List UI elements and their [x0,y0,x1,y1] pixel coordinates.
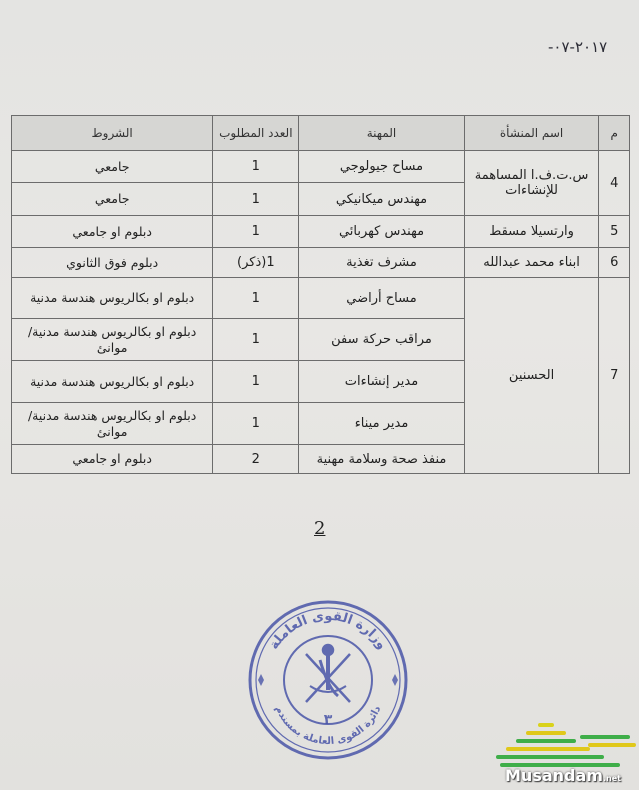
seal-center-number: ٣ [323,712,333,728]
cell-number: 6 [599,248,630,278]
cell-profession: مدير ميناء [299,403,464,445]
jobs-table [11,115,630,474]
cell-number: 5 [599,216,630,248]
cell-conditions: دبلوم او جامعي [12,445,213,474]
table-row [12,278,630,319]
cell-conditions: جامعي [12,151,213,183]
cell-establishment: س.ت.ف.ا المساهمة للإنشاءات [464,151,599,216]
site-watermark-text [505,766,621,785]
seal-star-left [258,674,264,686]
cell-profession: مساح جيولوجي [299,151,464,183]
cell-conditions: دبلوم او جامعي [12,216,213,248]
cell-establishment: ابناء محمد عبدالله [464,248,599,278]
cell-number: 4 [599,151,630,216]
cell-profession: منفذ صحة وسلامة مهنية [299,445,464,474]
header-count: العدد المطلوب [213,116,299,151]
cell-count: 2 [213,445,299,474]
ministry-seal [246,598,410,762]
cell-conditions: دبلوم فوق الثانوي [12,248,213,278]
cell-count: 1 [213,216,299,248]
header-conditions: الشروط [12,116,213,151]
cell-establishment: وارتسيلا مسقط [464,216,599,248]
khanjar-emblem-icon [306,645,350,702]
cell-profession: مشرف تغذية [299,248,464,278]
cell-profession: مراقب حركة سفن [299,319,464,361]
cell-count: 1(ذكر) [213,248,299,278]
cell-number: 7 [599,278,630,474]
cell-profession: مهندس كهربائي [299,216,464,248]
cell-count: 1 [213,278,299,319]
header-establishment: اسم المنشأة [464,116,599,151]
watermark-suffix: .net [602,774,621,783]
cell-count: 1 [213,319,299,361]
cell-conditions: دبلوم او بكالريوس هندسة مدنية [12,361,213,403]
cell-profession: مهندس ميكانيكي [299,183,464,216]
cell-establishment: الحسنين [464,278,599,474]
table-row [12,248,630,278]
cell-conditions: جامعي [12,183,213,216]
cell-profession: مدير إنشاءات [299,361,464,403]
seal-star-right [392,674,398,686]
table-header-row [12,116,630,151]
table-row [12,151,630,183]
cell-conditions: دبلوم او بكالريوس هندسة مدنية/موانئ [12,403,213,445]
cell-count: 1 [213,361,299,403]
seal-bottom-text: دائرة القوى العاملة بمسندم [272,704,384,748]
cell-count: 1 [213,403,299,445]
cell-profession: مساح أراضي [299,278,464,319]
seal-top-text: وزارة القوى العاملة [266,608,390,653]
handwritten-date: ٢٠١٧-٠٧- [548,38,608,56]
header-profession: المهنة [299,116,464,151]
watermark-name: Musandam [505,766,603,785]
header-number: م [599,116,630,151]
cell-count: 1 [213,151,299,183]
page-number: 2 [314,518,326,539]
cell-conditions: دبلوم او بكالريوس هندسة مدنية [12,278,213,319]
cell-conditions: دبلوم او بكالريوس هندسة مدنية/ موانئ [12,319,213,361]
cell-count: 1 [213,183,299,216]
table-row [12,216,630,248]
